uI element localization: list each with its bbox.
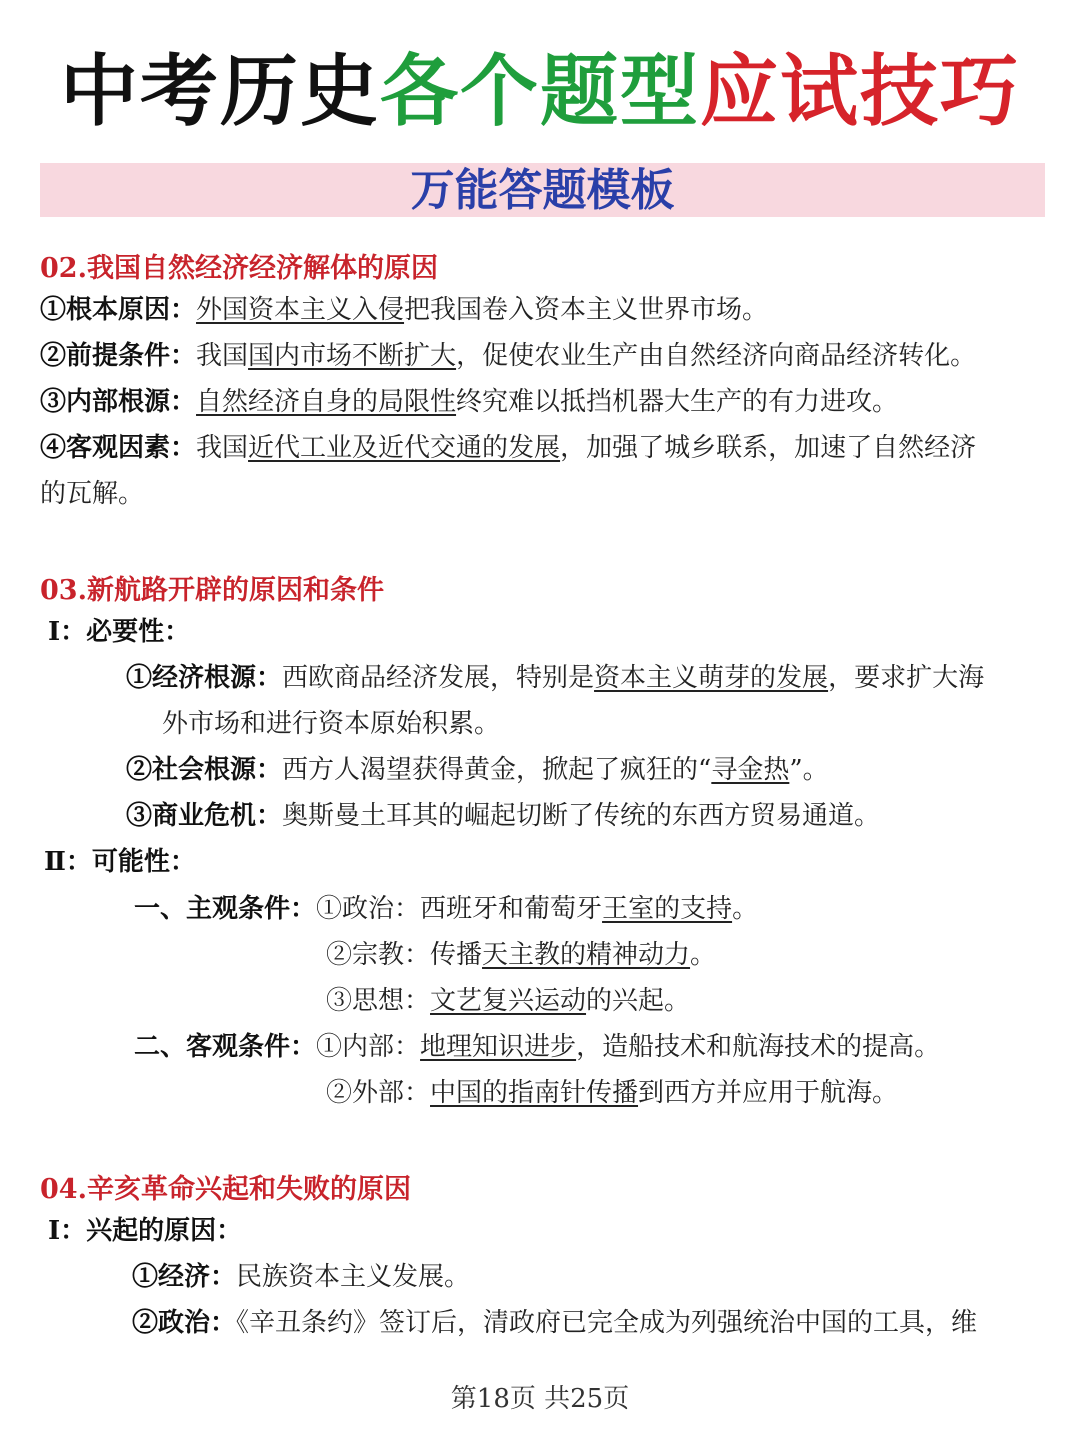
s03-p1-key: 王室的支持 (602, 894, 733, 924)
s03-p3: ③思想：文艺复兴运动的兴起。 (326, 986, 691, 1016)
s03-p2: ②宗教：传播天主教的精神动力。 (326, 940, 717, 970)
s03-n2-key: 寻金热 (711, 755, 790, 785)
s03-p4-key: 地理知识进步 (420, 1032, 577, 1062)
s02-l1-label: ①根本原因 (40, 295, 171, 325)
s02-l3-key: 自然经济自身的局限性 (196, 387, 457, 417)
section-03-title: 03.新航路开辟的原因和条件 (40, 575, 384, 606)
s02-l2-label: ②前提条件 (40, 341, 171, 371)
subtitle-text: 万能答题模板 (410, 165, 675, 216)
s03-p3-key: 文艺复兴运动 (430, 986, 587, 1016)
s04-heading-1: Ⅰ：兴起的原因： (48, 1216, 243, 1246)
s04-n1: ①经济：民族资本主义发展。 (132, 1262, 471, 1292)
s02-line-3: ③内部根源：自然经济自身的局限性终究难以抵挡机器大生产的有力进攻。 (40, 387, 899, 417)
s02-line-1: ①根本原因：外国资本主义入侵把我国卷入资本主义世界市场。 (40, 295, 769, 325)
s03-n1-key: 资本主义萌芽的发展 (594, 663, 829, 693)
s03-p5: ②外部：中国的指南针传播到西方并应用于航海。 (326, 1078, 899, 1108)
s02-l4-key: 近代工业及近代交通的发展 (248, 433, 561, 463)
s02-line-2: ②前提条件：我国国内市场不断扩大，促使农业生产由自然经济向商品经济转化。 (40, 341, 977, 371)
s02-l1-key: 外国资本主义入侵 (196, 295, 405, 325)
s03-n3: ③商业危机：奥斯曼土耳其的崛起切断了传统的东西方贸易通道。 (126, 801, 881, 831)
s03-heading-2: Ⅱ：可能性： (44, 847, 196, 877)
section-02-title: 02.我国自然经济经济解体的原因 (40, 253, 438, 284)
s02-line-4: ④客观因素：我国近代工业及近代交通的发展，加强了城乡联系，加速了自然经济 (40, 433, 977, 463)
page-number: 第18页 共25页 (450, 1384, 630, 1414)
s02-line-5: 的瓦解。 (40, 479, 145, 509)
subtitle-banner (40, 163, 1045, 217)
s04-n2: ②政治：《辛丑条约》签订后，清政府已完全成为列强统治中国的工具，维 (132, 1308, 978, 1338)
title-part-red: 应试技巧 (700, 47, 1021, 137)
section-04-title: 04.辛亥革命兴起和失败的原因 (40, 1174, 411, 1205)
s03-n2: ②社会根源：西方人渴望获得黄金，掀起了疯狂的“寻金热”。 (126, 755, 829, 785)
title-part-black: 中考历史 (59, 47, 380, 137)
s03-p1: 一、主观条件：①政治：西班牙和葡萄牙王室的支持。 (134, 894, 759, 924)
s02-l2-key: 国内市场不断扩大 (248, 341, 457, 371)
s03-p5-key: 中国的指南针传播 (430, 1078, 639, 1108)
title-part-green: 各个题型 (379, 47, 700, 137)
s03-n1-cont: 外市场和进行资本原始积累。 (162, 709, 501, 739)
s03-p4: 二、客观条件：①内部：地理知识进步，造船技术和航海技术的提高。 (134, 1032, 941, 1062)
page-title (0, 44, 1080, 140)
s03-n1: ①经济根源：西欧商品经济发展，特别是资本主义萌芽的发展，要求扩大海 (126, 663, 985, 693)
s03-heading-1: Ⅰ：必要性： (48, 617, 191, 647)
s02-l4-label: ④客观因素 (40, 433, 171, 463)
s02-l3-label: ③内部根源 (40, 387, 171, 417)
s03-p2-key: 天主教的精神动力 (482, 940, 691, 970)
